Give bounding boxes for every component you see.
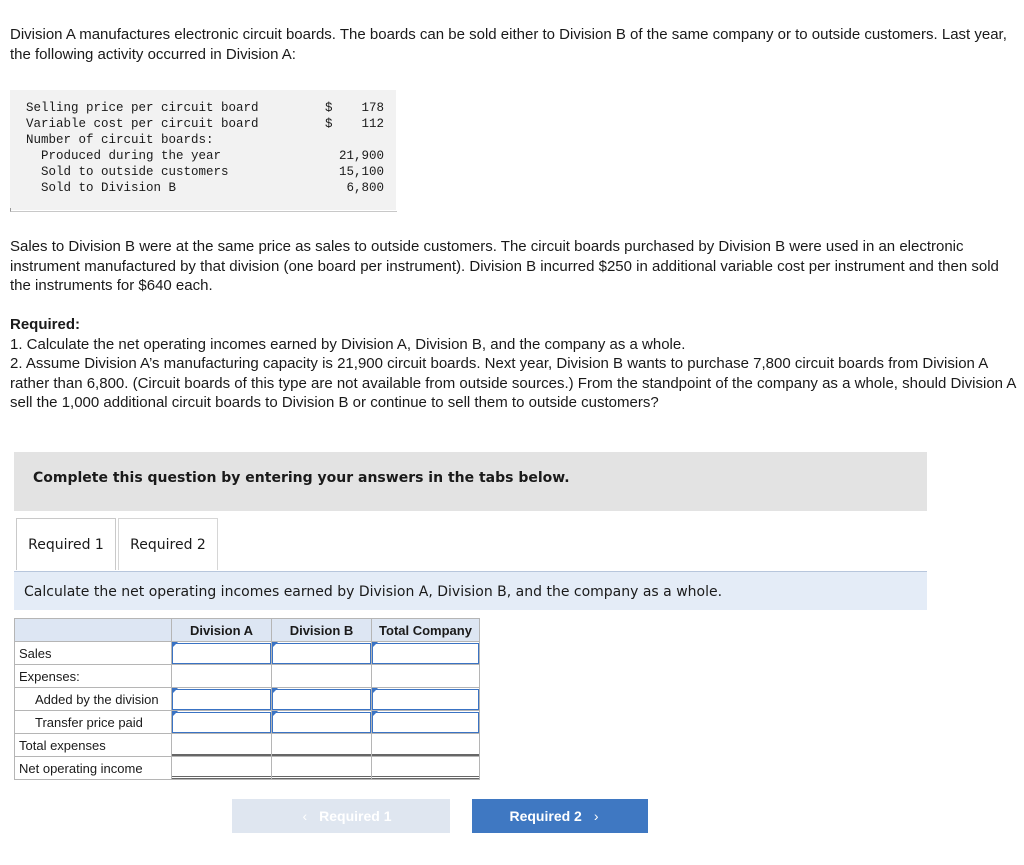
noi-division-b-input[interactable]: [272, 758, 371, 779]
table-row: [15, 757, 480, 780]
next-required-button[interactable]: [472, 799, 648, 833]
data-table: [10, 90, 396, 210]
data-value: 112: [361, 117, 384, 131]
next-button-label: Required 2: [509, 808, 582, 824]
table-row: [15, 711, 480, 734]
header-blank: [15, 619, 172, 642]
intro-paragraph: Division A manufactures electronic circuit boards. The boards can be sold either to Division B of the same company or to outside customers. Last year, the following activity occurred in Division A:: [10, 26, 1007, 63]
required-title: Required:: [10, 316, 81, 333]
answer-table: [14, 618, 480, 780]
added-total-input-cell: [372, 688, 480, 711]
data-value: 21,900: [338, 149, 384, 163]
data-table-divider: [10, 208, 397, 212]
table-row: [15, 665, 480, 688]
noi-total-input[interactable]: [372, 758, 479, 779]
header-row: [15, 619, 480, 642]
data-label: Number of circuit boards:: [26, 133, 214, 147]
data-row: [10, 164, 396, 180]
transfer-division-a-input[interactable]: [172, 712, 271, 733]
header-division-a: Division A: [172, 619, 272, 642]
added-division-b-input-cell: [272, 688, 372, 711]
required-item-2: 2. Assume Division A’s manufacturing capacity is 21,900 circuit boards. Next year, Division B wants to purchase 7,800 circuit boards from Division A rather than 6,800. (Circuit boards of this type are not available from outside sources.) From the standpoint of the company as a whole, should Division A sell the 1,000 additional circuit boards to Division B or continue to sell them to outside customers?: [10, 355, 1016, 411]
empty-cell: [272, 665, 372, 688]
transfer-division-a-input-cell: [172, 711, 272, 734]
scenario-paragraph: Sales to Division B were at the same price as sales to outside customers. The circuit boards purchased by Division B were used in an electronic instrument manufactured by that division (one board per instrument). Division B incurred $250 in additional variable cost per instrument and then sold the instruments for $640 each.: [10, 238, 999, 294]
header-total-company: Total Company: [372, 619, 480, 642]
data-label: Selling price per circuit board: [26, 101, 259, 115]
added-division-b-input[interactable]: [272, 689, 371, 710]
sales-division-a-input-cell: [172, 642, 272, 665]
instruction-text: Complete this question by entering your answers in the tabs below.: [33, 470, 570, 486]
required-item-1: 1. Calculate the net operating incomes earned by Division A, Division B, and the company as a whole.: [10, 335, 686, 353]
total-expenses-division-b-input[interactable]: [272, 735, 371, 756]
required-section: [10, 315, 1018, 413]
instruction-bar: [14, 452, 927, 511]
tab-required-1[interactable]: Required 1: [16, 518, 116, 570]
noi-division-b-cell: [272, 757, 372, 780]
sales-division-a-input[interactable]: [172, 643, 271, 664]
noi-division-a-input[interactable]: [172, 758, 271, 779]
prompt-text: Calculate the net operating incomes earned by Division A, Division B, and the company as a whole.: [24, 584, 723, 600]
data-row: [10, 148, 396, 164]
data-value: 178: [361, 101, 384, 115]
total-expenses-division-b-cell: [272, 734, 372, 757]
transfer-total-input[interactable]: [372, 712, 479, 733]
empty-cell: [172, 665, 272, 688]
data-value: 15,100: [338, 165, 384, 179]
tab-required-2[interactable]: Required 2: [118, 518, 218, 570]
row-label-added-by-division: Added by the division: [15, 688, 172, 711]
total-expenses-division-a-input[interactable]: [172, 735, 271, 756]
table-row: [15, 688, 480, 711]
data-dollar: $: [325, 101, 333, 115]
added-total-input[interactable]: [372, 689, 479, 710]
row-label-transfer-price-paid: Transfer price paid: [15, 711, 172, 734]
row-label-net-operating-income: Net operating income: [15, 757, 172, 780]
total-expenses-division-a-cell: [172, 734, 272, 757]
sales-division-b-input[interactable]: [272, 643, 371, 664]
data-label: Variable cost per circuit board: [26, 117, 259, 131]
data-label: Sold to outside customers: [26, 165, 229, 179]
header-division-b: Division B: [272, 619, 372, 642]
chevron-left-icon: ‹: [302, 808, 308, 824]
noi-total-cell: [372, 757, 480, 780]
data-row: [10, 132, 396, 148]
empty-cell: [372, 665, 480, 688]
total-expenses-total-input[interactable]: [372, 735, 479, 756]
row-label-sales: Sales: [15, 642, 172, 665]
noi-division-a-cell: [172, 757, 272, 780]
added-division-a-input[interactable]: [172, 689, 271, 710]
sales-total-input-cell: [372, 642, 480, 665]
data-value: 6,800: [346, 181, 384, 195]
chevron-right-icon: ›: [593, 808, 599, 824]
added-division-a-input-cell: [172, 688, 272, 711]
row-label-total-expenses: Total expenses: [15, 734, 172, 757]
question-prompt: [14, 571, 927, 610]
transfer-total-input-cell: [372, 711, 480, 734]
transfer-division-b-input[interactable]: [272, 712, 371, 733]
prev-required-button[interactable]: [232, 799, 450, 833]
total-expenses-total-cell: [372, 734, 480, 757]
data-label: Produced during the year: [26, 149, 222, 163]
data-dollar: $: [325, 117, 333, 131]
data-label: Sold to Division B: [26, 181, 177, 195]
transfer-division-b-input-cell: [272, 711, 372, 734]
prev-button-label: Required 1: [319, 808, 392, 824]
sales-division-b-input-cell: [272, 642, 372, 665]
data-row: [10, 100, 396, 116]
table-row: [15, 642, 480, 665]
data-row: [10, 116, 396, 132]
table-row: [15, 734, 480, 757]
sales-total-input[interactable]: [372, 643, 479, 664]
row-label-expenses: Expenses:: [15, 665, 172, 688]
data-row: [10, 180, 396, 196]
